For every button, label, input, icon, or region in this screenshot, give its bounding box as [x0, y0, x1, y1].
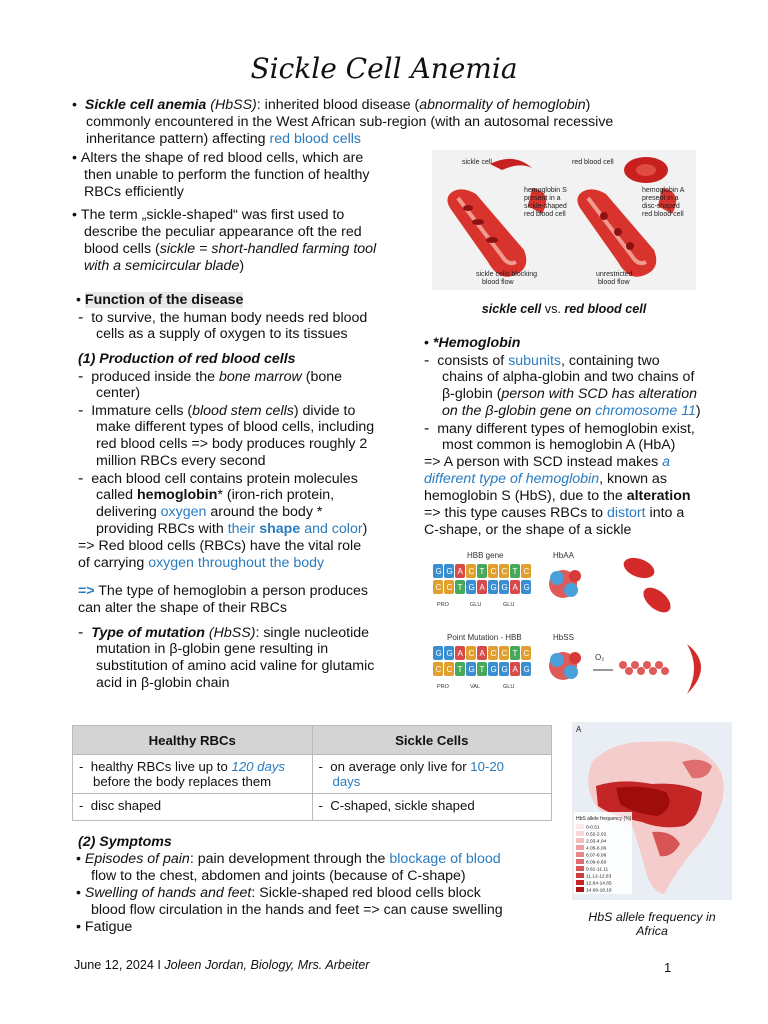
dna-base-letter: G	[435, 649, 442, 658]
production-conclusion	[78, 555, 324, 572]
mutation-line: mutation in β-globin gene resulting in	[96, 641, 329, 657]
text: The type of hemoglobin a person produces	[94, 583, 368, 599]
dna-base-letter: A	[479, 583, 485, 592]
dna-base-letter: G	[468, 583, 475, 592]
dna-base-letter: G	[468, 665, 475, 674]
hemoglobin-line: C-shape, or the shape of a sickle	[424, 522, 632, 538]
dna-base-letter: C	[446, 665, 453, 674]
map-letter: A	[576, 725, 582, 734]
legend-label: 11.12-12.63	[586, 874, 612, 880]
text: their	[227, 521, 260, 537]
amino-acid-label: VAL	[470, 684, 480, 690]
text: around the body *	[206, 504, 323, 520]
text: C-shaped, sickle shaped	[330, 798, 475, 813]
mutation-line: substitution of amino acid valine for glutamic	[96, 658, 375, 674]
intro-bullet-3: • The term „sickle-shaped“ was first used to	[72, 207, 345, 223]
text: abnormality of hemoglobin	[419, 97, 586, 113]
dna-base-letter: A	[457, 649, 463, 658]
heading-text: (2) Symptoms	[78, 834, 172, 850]
dna-base-letter: C	[446, 583, 453, 592]
term: Sickle cell anemia	[84, 97, 207, 113]
text: β-globin (	[442, 386, 502, 402]
production-line	[96, 487, 334, 504]
function-line: - to survive, the human body needs red blood	[78, 309, 368, 326]
label-point-mutation: Point Mutation - HBB	[447, 633, 522, 642]
intro-line	[86, 131, 361, 148]
normal-rbc	[639, 583, 675, 617]
legend-swatch	[576, 845, 584, 850]
label-hbaa: HbAA	[553, 551, 574, 560]
dna-base-letter: T	[512, 649, 518, 658]
text: inheritance pattern) affecting	[86, 131, 270, 147]
polymer-unit	[643, 661, 651, 669]
text: red blood cell	[564, 302, 647, 316]
legend-label: 14.66-18.18	[586, 888, 612, 894]
table-row	[73, 794, 552, 821]
symptom-line: • Episodes of pain: pain development through the blockage of blood	[76, 851, 501, 867]
hemoglobin-heading: • *Hemoglobin	[424, 335, 521, 351]
text: * (iron-rich protein,	[217, 487, 335, 503]
hemoglobin-line	[442, 403, 701, 420]
dna-base-letter: C	[523, 567, 530, 576]
text: => A person with SCD instead makes	[424, 454, 663, 470]
heading-text: *Hemoglobin	[432, 335, 521, 351]
text: each blood cell contains protein molecules	[91, 471, 358, 487]
legend-label: 0.52-2.02	[586, 832, 607, 838]
dna-base-letter: C	[468, 649, 475, 658]
text: Immature cells (	[91, 403, 193, 419]
link-blockage[interactable]: blockage of blood	[389, 851, 501, 867]
production-heading	[78, 351, 296, 368]
text: sickle = short-handled farming tool	[159, 241, 377, 257]
text: alteration	[626, 488, 691, 504]
dna-base-letter: C	[490, 649, 497, 658]
text: into a	[645, 505, 685, 521]
hemoglobin-line: most common is hemoglobin A (HbA)	[442, 437, 676, 453]
mutation-line: - Type of mutation (HbSS): single nucleotide	[78, 624, 370, 641]
label-unrestricted: blood flow	[598, 279, 630, 286]
hemoglobin-line: - many different types of hemoglobin exist,	[424, 420, 695, 437]
dna-base-letter: A	[479, 649, 485, 658]
amino-acid-label: GLU	[503, 602, 515, 608]
dna-base-letter: C	[501, 649, 508, 658]
intro-line	[84, 258, 244, 275]
text: )	[585, 97, 591, 113]
mutation-line: acid in β-globin chain	[96, 675, 230, 691]
cell	[463, 205, 473, 211]
link-different-hemoglobin[interactable]: different type of hemoglobin	[424, 471, 600, 487]
link-chromosome-11[interactable]: chromosome 11	[595, 403, 696, 419]
legend-label: 0-0.51	[586, 825, 600, 831]
text: providing RBCs with	[96, 521, 228, 537]
text: => this type causes RBCs to	[424, 505, 607, 521]
dna-base-letter: A	[457, 567, 463, 576]
hemoglobin-line	[442, 386, 697, 403]
dna-base-letter: C	[468, 567, 475, 576]
link-oxygen-body[interactable]: oxygen throughout the body	[148, 555, 325, 571]
intro-line: RBCs efficiently	[84, 184, 184, 200]
text: Alters the shape of red blood cells, which are	[80, 150, 364, 166]
production-line: red blood cells => body produces roughly 2	[96, 436, 368, 452]
polymer-unit	[661, 667, 669, 675]
production-line	[96, 521, 367, 538]
dna-base-letter: T	[479, 665, 485, 674]
link-subunits[interactable]: subunits	[508, 353, 562, 369]
hemoglobin-line: chains of alpha-globin and two chains of	[442, 369, 695, 385]
intro-line: commonly encountered in the West African sub-region (with an autosomal recessive	[86, 114, 614, 130]
label-sickle-cell: sickle cell	[462, 159, 492, 166]
dna-base-letter: C	[435, 583, 442, 592]
cell	[486, 237, 498, 243]
dna-base-letter: G	[501, 665, 508, 674]
dna-base-letter: T	[457, 583, 463, 592]
link-distort[interactable]: distort	[606, 505, 646, 521]
legend-label: 2.03-4.04	[586, 839, 607, 845]
label-hba: present in a	[642, 195, 679, 202]
text: blood stem cells	[192, 403, 294, 419]
cell	[600, 212, 608, 220]
text: shape	[259, 521, 301, 537]
text: sickle cell	[481, 302, 542, 316]
label-unrestricted: unrestricted	[596, 271, 633, 278]
footer	[74, 957, 369, 974]
symptoms-heading	[78, 834, 172, 851]
type-line	[78, 583, 368, 600]
cell	[614, 228, 622, 236]
text: days	[332, 774, 361, 789]
intro-line	[84, 241, 376, 258]
text: : Sickle-shaped red blood cells block	[251, 885, 481, 901]
text: disc shaped	[90, 798, 162, 813]
dna-base-letter: G	[523, 665, 530, 674]
production-line: - each blood cell contains protein molecules	[78, 470, 358, 487]
text: blood cells (	[84, 241, 160, 257]
label-hbb-gene: HBB gene	[467, 551, 504, 560]
production-line: million RBCs every second	[96, 453, 266, 469]
hemoglobin-line: - consists of subunits, containing two	[424, 352, 660, 369]
text: hemoglobin	[137, 487, 218, 503]
hemoglobin-molecule-mutated	[549, 652, 581, 680]
text: , containing two	[561, 353, 660, 369]
label-hbs: present in a	[524, 195, 561, 202]
text: delivering	[96, 504, 161, 520]
dna-base-letter: C	[490, 567, 497, 576]
text: )	[362, 521, 368, 537]
figure-sickle-vs-red	[432, 150, 696, 290]
dna-base-letter: A	[512, 665, 518, 674]
text: 120 days	[231, 759, 286, 774]
label-hbss: HbSS	[553, 633, 574, 642]
table-header: Healthy RBCs	[73, 726, 313, 755]
text: healthy RBCs live up to	[90, 759, 232, 774]
legend-label: 6.07-8.08	[586, 853, 607, 859]
text: to survive, the human body needs red blood	[91, 310, 368, 326]
legend-swatch	[576, 859, 584, 864]
intro-bullet-1: • Sickle cell anemia (HbSS): inherited blood disease (abnormality of hemoglobin)	[72, 97, 591, 113]
table-row	[73, 755, 552, 794]
cell	[626, 242, 634, 250]
polymer-unit	[619, 661, 627, 669]
text: produced inside the	[91, 369, 219, 385]
amino-acid-label: PRO	[437, 684, 449, 690]
dna-base-letter: T	[457, 665, 463, 674]
dna-base-letter: G	[435, 567, 442, 576]
label-o2: O₂	[595, 653, 605, 662]
legend-swatch	[576, 838, 584, 843]
hemoglobin-molecule-normal	[549, 570, 581, 598]
sickle-cell-shape	[490, 159, 532, 170]
text: hemoglobin S (HbS), due to the	[424, 488, 627, 504]
text: : inherited blood disease (	[256, 97, 420, 113]
type-line: can alter the shape of their RBCs	[78, 600, 287, 616]
text: on average only live for	[330, 759, 471, 774]
production-line: make different types of blood cells, including	[96, 419, 375, 435]
intro-line: describe the peculiar appearance oft the red	[84, 224, 362, 240]
production-conclusion: => Red blood cells (RBCs) have the vital role	[78, 538, 362, 554]
polymer-unit	[625, 667, 633, 675]
page-number: 1	[664, 960, 672, 975]
symptom-line: • Fatigue	[76, 919, 133, 935]
footer-date: June 12, 2024 I	[74, 958, 165, 972]
text: )	[695, 403, 701, 419]
production-line: center)	[96, 385, 141, 401]
table-cell: - disc shaped	[73, 794, 313, 821]
polymer-unit	[631, 661, 639, 669]
legend-label: 4.05-6.06	[586, 846, 607, 852]
label-blocking: blood flow	[482, 279, 514, 286]
text: bone marrow	[219, 369, 302, 385]
table-cell: - healthy RBCs live up to 120 days before the body replaces them	[73, 755, 313, 794]
figure-gene-mutation	[425, 548, 715, 708]
dna-base-letter: C	[501, 567, 508, 576]
text: The term „sickle-shaped“ was first used to	[80, 207, 345, 223]
label-hbs: red blood cell	[524, 211, 566, 218]
legend-swatch	[576, 880, 584, 885]
polymer-unit	[637, 667, 645, 675]
production-line: - produced inside the bone marrow (bone	[78, 368, 343, 385]
table-cell: - on average only live for 10-20 days	[312, 755, 551, 794]
dna-base-letter: G	[490, 583, 497, 592]
symptom-line: blood flow circulation in the hands and feet => can cause swelling	[91, 902, 503, 918]
text: person with SCD has alteration	[501, 386, 697, 402]
text: consists of	[437, 353, 509, 369]
text: (bone	[301, 369, 343, 385]
hemoglobin-line	[424, 454, 670, 471]
dna-base-letter: C	[523, 649, 530, 658]
sickle-rbc	[687, 644, 701, 694]
table-header: Sickle Cells	[312, 726, 551, 755]
blood-vessel-illustration	[432, 150, 696, 290]
legend-label: 8.09-9.60	[586, 860, 607, 866]
text: )	[239, 258, 245, 274]
legend-swatch	[576, 887, 584, 892]
map-svg	[572, 722, 732, 900]
legend-swatch	[576, 824, 584, 829]
label-hba: red blood cell	[642, 211, 684, 218]
link-oxygen[interactable]: oxygen	[160, 504, 207, 520]
heading-text: Function of the disease	[84, 292, 244, 308]
polymer-unit	[655, 661, 663, 669]
hemoglobin-line	[424, 471, 667, 488]
production-line: - Immature cells (blood stem cells) divide to	[78, 402, 356, 419]
abbr: (HbSS)	[206, 97, 257, 113]
label-hbs: sickle-shaped	[524, 203, 567, 210]
text: (HbSS)	[204, 625, 256, 641]
label-hba: hemoglobin A	[642, 187, 685, 194]
dna-base-letter: G	[501, 583, 508, 592]
function-heading: • Function of the disease	[76, 292, 244, 308]
figure-caption	[432, 302, 696, 316]
cell	[472, 219, 484, 225]
dna-base-letter: C	[435, 665, 442, 674]
legend-label: 9.61-11.11	[586, 867, 609, 873]
text: called	[96, 487, 138, 503]
text: Swelling of hands and feet	[84, 885, 252, 901]
link-red-blood-cells[interactable]: red blood cells	[269, 131, 362, 147]
amino-acid-label: GLU	[503, 684, 515, 690]
legend-label: 12.64-14.65	[586, 881, 612, 887]
intro-line: then unable to perform the function of healthy	[84, 167, 370, 183]
text: on the β-globin gene on	[442, 403, 596, 419]
hbs-polymer	[619, 661, 669, 675]
production-line	[96, 504, 322, 521]
red-blood-cell-center	[636, 164, 656, 176]
text: a	[662, 454, 671, 470]
text: vs.	[541, 302, 565, 316]
dna-base-letter: G	[446, 567, 453, 576]
text: before the body replaces them	[93, 774, 272, 789]
gene-diagram	[425, 548, 715, 708]
comparison-table	[72, 725, 552, 821]
dna-strand-mutated	[433, 646, 531, 690]
comparison-table-wrap	[72, 725, 552, 821]
function-line: cells as a supply of oxygen to its tissues	[96, 326, 348, 342]
amino-acid-label: GLU	[470, 602, 482, 608]
legend-swatch	[576, 852, 584, 857]
dna-base-letter: T	[479, 567, 485, 576]
text: : single nucleotide	[255, 625, 370, 641]
table-cell: - C-shaped, sickle shaped	[312, 794, 551, 821]
legend-swatch	[576, 873, 584, 878]
amino-acid-label: PRO	[437, 602, 449, 608]
label-hba: disc-shaped	[642, 203, 680, 210]
dna-strand-normal	[433, 564, 531, 608]
text: of carrying	[78, 555, 149, 571]
text: and color	[300, 521, 363, 537]
dna-base-letter: G	[490, 665, 497, 674]
arrow: =>	[78, 583, 95, 599]
text: HbS allele frequency in	[588, 910, 716, 924]
dna-base-letter: A	[512, 583, 518, 592]
label-blocking: sickle cells blocking	[476, 271, 538, 278]
dna-base-letter: G	[523, 583, 530, 592]
intro-bullet-2: • Alters the shape of red blood cells, which are	[72, 150, 364, 166]
text: : pain development through the	[189, 851, 390, 867]
symptom-line: flow to the chest, abdomen and joints (because of C-shape)	[91, 868, 466, 884]
hemoglobin-line	[424, 488, 691, 505]
footer-author: Joleen Jordan, Biology, Mrs. Arbeiter	[164, 958, 370, 972]
text: Africa	[636, 924, 668, 938]
dna-base-letter: T	[512, 567, 518, 576]
text: Type of mutation	[91, 625, 205, 641]
text: with a semicircular blade	[84, 258, 240, 274]
label-hbs: hemoglobin S	[524, 187, 567, 194]
label-red-blood-cell: red blood cell	[572, 159, 614, 166]
text: 10-20	[470, 759, 504, 774]
normal-rbc	[621, 554, 657, 582]
africa-map	[572, 722, 732, 900]
text: ) divide to	[293, 403, 356, 419]
text: , known as	[599, 471, 667, 487]
symptom-line: • Swelling of hands and feet: Sickle-shaped red blood cells block	[76, 885, 481, 901]
heading-text: (1) Production of red blood cells	[78, 351, 296, 367]
polymer-unit	[649, 667, 657, 675]
text: Episodes of pain	[84, 851, 190, 867]
dna-base-letter: G	[446, 649, 453, 658]
legend-swatch	[576, 866, 584, 871]
map-caption	[572, 910, 732, 938]
text: many different types of hemoglobin exist,	[437, 421, 695, 437]
text: Fatigue	[84, 919, 133, 935]
page-title: Sickle Cell Anemia	[250, 52, 518, 85]
legend-swatch	[576, 831, 584, 836]
legend-title: HbS allele frequency (%)	[576, 816, 632, 822]
hemoglobin-line	[424, 505, 684, 522]
